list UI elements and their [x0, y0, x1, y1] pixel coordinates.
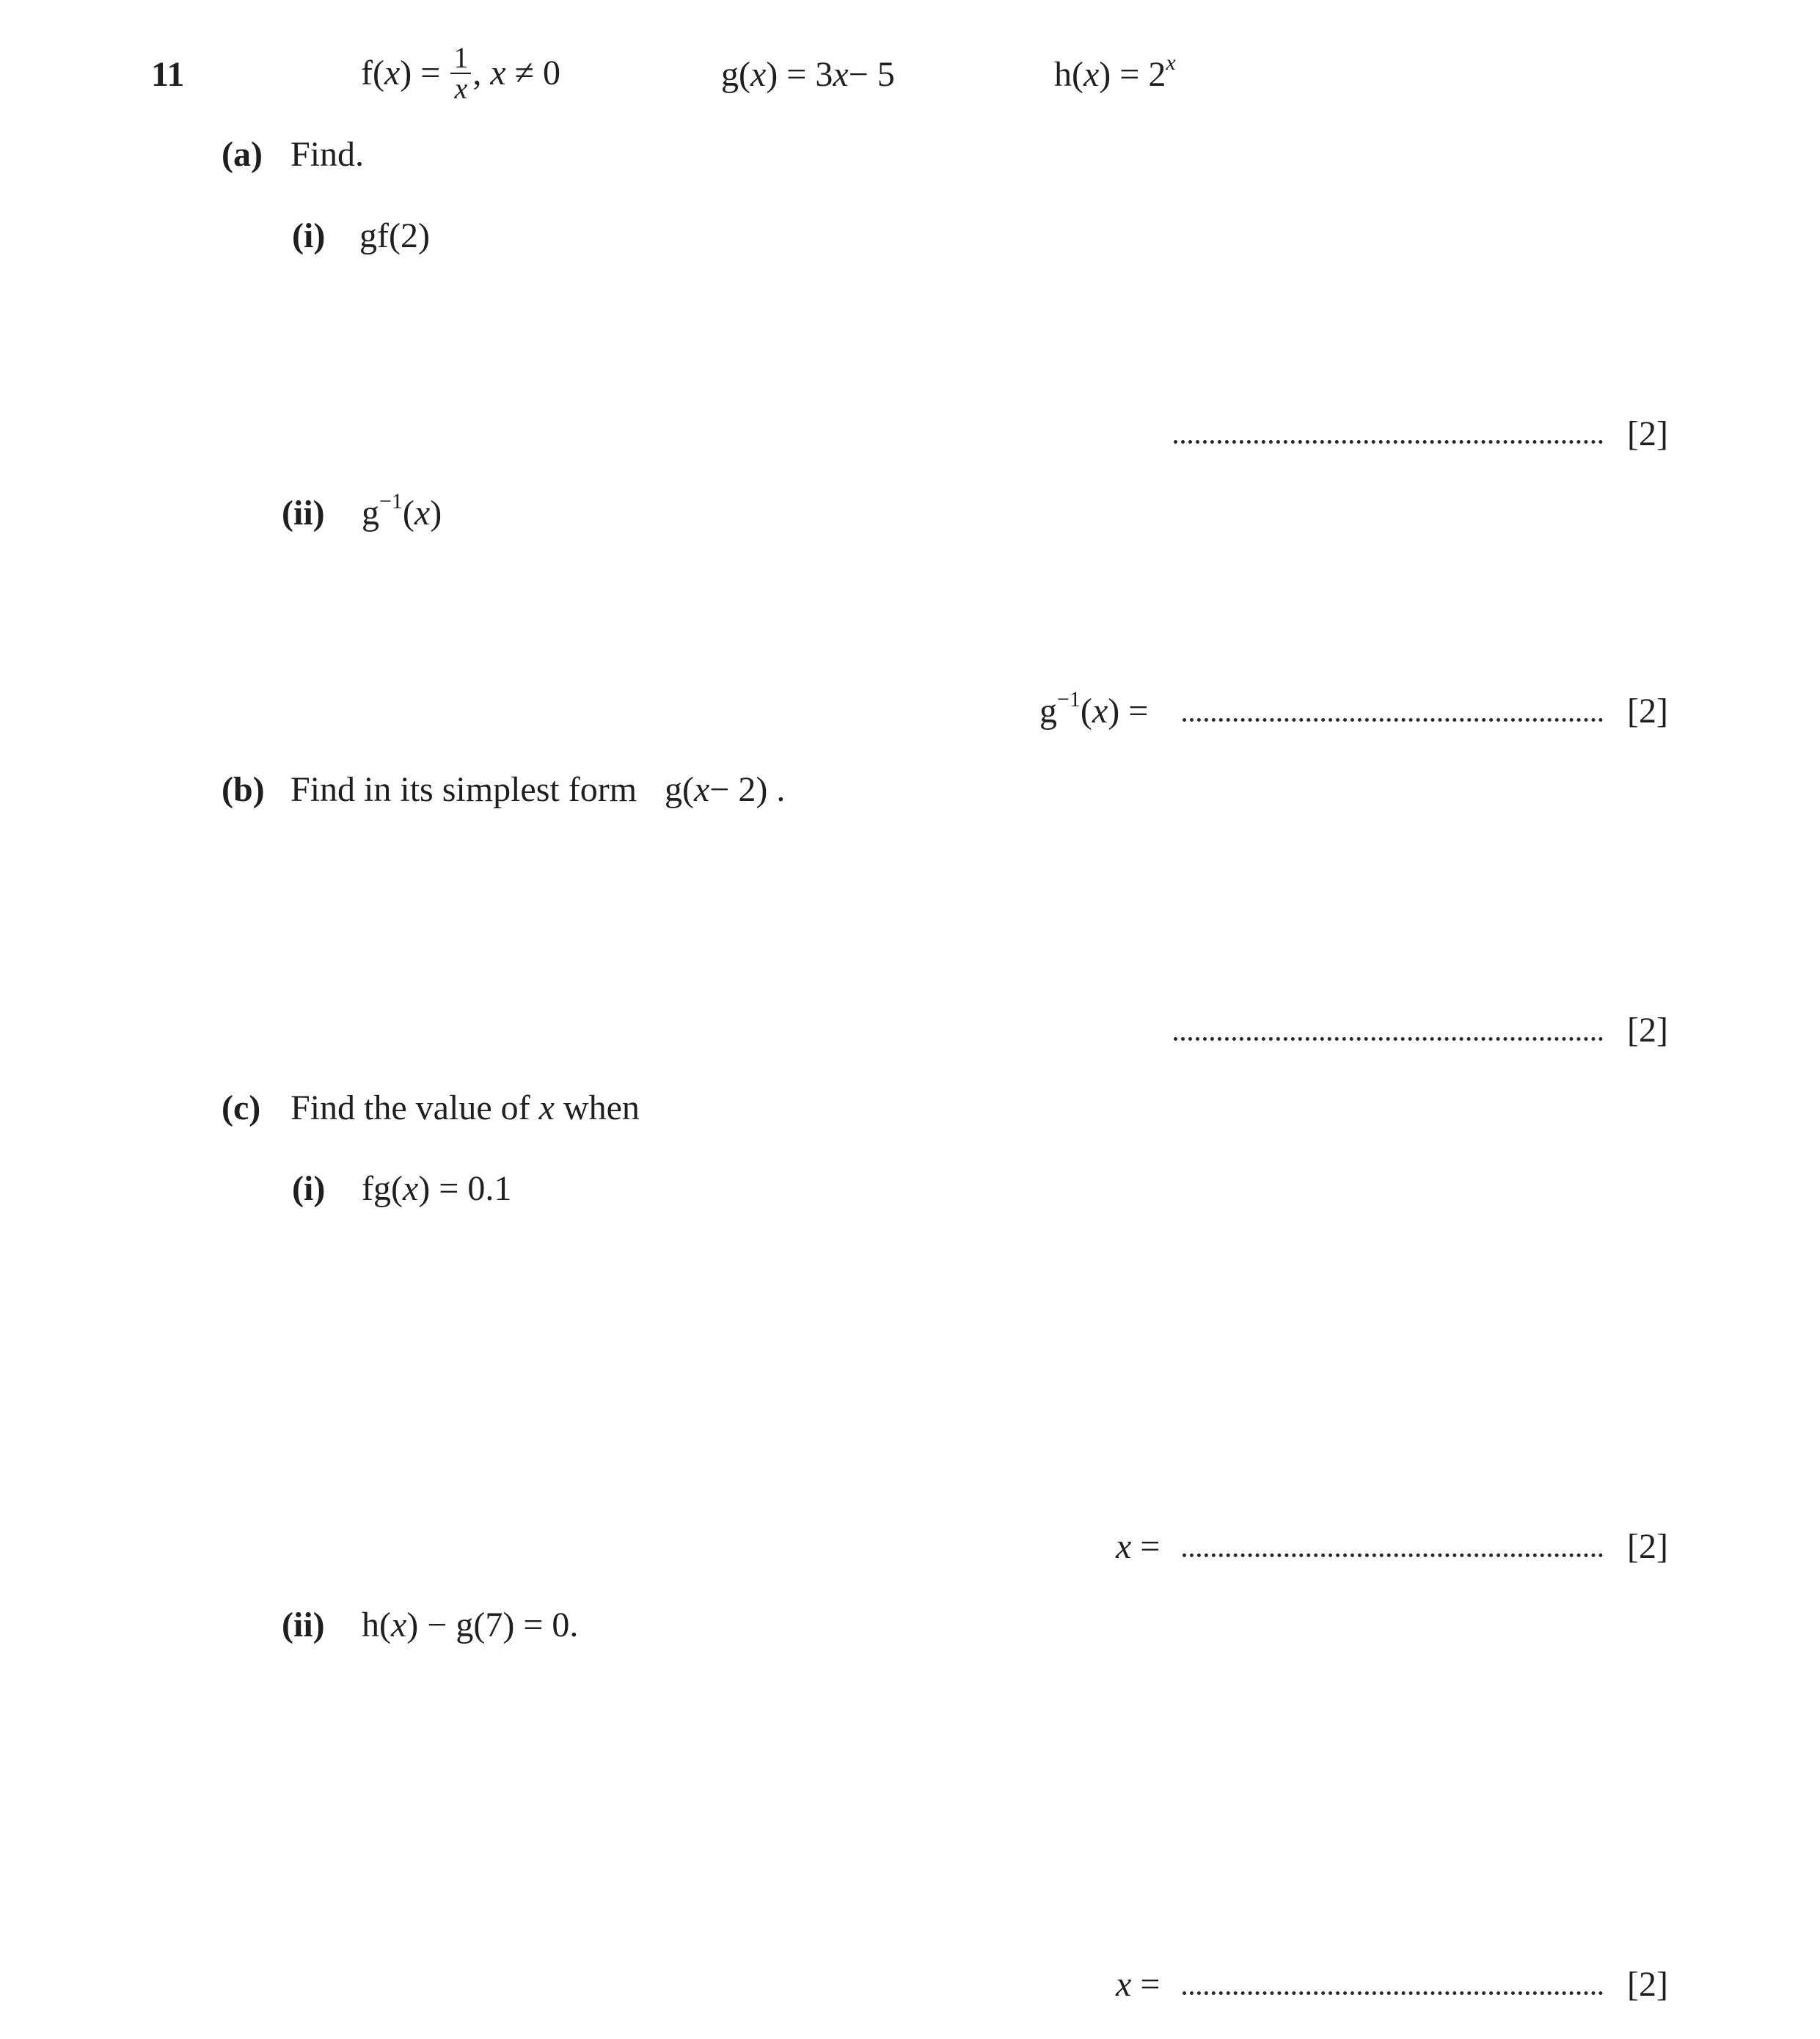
a-ii-var: x [414, 494, 431, 532]
a-ii-exponent: −1 [379, 489, 403, 513]
part-c-ii-expression [362, 1608, 578, 1643]
part-a-i-marks: [2] [1627, 414, 1668, 453]
part-a-text: Find. [290, 135, 365, 174]
a-ii-open: ( [402, 494, 414, 532]
c-text-after: when [563, 1088, 640, 1127]
g-rhs: ) = 3 [766, 55, 833, 94]
part-c-i-marks: [2] [1627, 1527, 1668, 1566]
part-b-answer-line[interactable] [1174, 1037, 1603, 1041]
function-h-definition [1054, 51, 1176, 94]
part-a-ii-answer-line[interactable] [1183, 718, 1603, 722]
part-a-i-expression: gf(2) [359, 216, 430, 255]
part-a-ii-answer-prefix [1039, 687, 1149, 731]
g-tail: − 5 [848, 55, 895, 94]
part-c-text [290, 1088, 640, 1127]
part-c-i-answer-prefix [1116, 1529, 1160, 1564]
part-a-label: (a) [222, 135, 263, 174]
h-var: x [1083, 55, 1100, 94]
c-text-before: Find the value of [290, 1088, 530, 1127]
part-c-ii-marks: [2] [1627, 1965, 1668, 2004]
c-i-close: ) = 0.1 [418, 1169, 512, 1208]
c-i-ans-var: x [1116, 1527, 1132, 1566]
part-c-ii-label: (ii) [282, 1606, 325, 1644]
g-lhs: g( [721, 55, 750, 94]
part-b-label: (b) [222, 770, 265, 809]
part-c-i-expression [362, 1171, 511, 1207]
c-ii-ans-eq: = [1140, 1965, 1161, 2004]
part-b-marks: [2] [1627, 1011, 1668, 1050]
question-number: 11 [151, 55, 185, 94]
a-ii-ans-var: x [1092, 692, 1108, 731]
f-condition: ≠ 0 [514, 54, 560, 92]
c-text-var: x [538, 1088, 555, 1127]
part-a-ii-label: (ii) [282, 494, 325, 532]
a-ii-g: g [362, 494, 379, 532]
h-exponent: x [1166, 51, 1176, 75]
c-ii-b: ) − g(7) = 0. [406, 1606, 579, 1644]
a-ii-ans-exponent: −1 [1057, 687, 1081, 711]
g-var: x [750, 55, 767, 94]
f-lhs: f( [361, 54, 384, 92]
h-lhs: h( [1054, 55, 1083, 94]
part-c-i-label: (i) [292, 1169, 326, 1208]
c-ii-ans-var: x [1116, 1965, 1132, 2004]
c-i-var: x [402, 1169, 419, 1208]
part-c-ii-answer-line[interactable] [1183, 1991, 1603, 1995]
part-a-ii-expression [362, 489, 442, 532]
f-condition-var: x [490, 54, 506, 92]
part-c-label: (c) [222, 1088, 261, 1127]
c-ii-var: x [390, 1606, 407, 1644]
function-f-definition [361, 38, 560, 109]
f-fraction [450, 40, 471, 105]
f-fraction-numerator: 1 [450, 43, 471, 74]
h-rhs: ) = 2 [1099, 55, 1166, 94]
part-b-text: Find in its simplest form [290, 770, 637, 809]
part-a-ii-marks: [2] [1627, 692, 1668, 731]
f-fraction-denominator: x [454, 71, 468, 105]
b-var: x [693, 770, 710, 809]
function-g-definition [721, 57, 895, 92]
c-i-open: fg( [362, 1169, 403, 1208]
f-comma: , [472, 54, 482, 92]
a-ii-ans-g: g [1039, 692, 1057, 731]
part-c-ii-answer-prefix [1116, 1967, 1160, 2002]
b-open: g( [665, 770, 694, 809]
b-close: − 2) . [709, 770, 786, 809]
g-var2: x [833, 55, 849, 94]
part-b-expression [665, 772, 785, 808]
c-i-ans-eq: = [1140, 1527, 1161, 1566]
f-var: x [384, 54, 401, 92]
f-rhs: ) = [400, 54, 441, 92]
part-a-i-label: (i) [292, 216, 326, 255]
part-c-i-answer-line[interactable] [1183, 1553, 1603, 1557]
part-a-i-answer-line[interactable] [1174, 440, 1603, 444]
a-ii-ans-open: ( [1080, 692, 1092, 731]
c-ii-a: h( [362, 1606, 391, 1644]
a-ii-close: ) [430, 494, 442, 532]
a-ii-ans-close: ) = [1108, 692, 1149, 731]
